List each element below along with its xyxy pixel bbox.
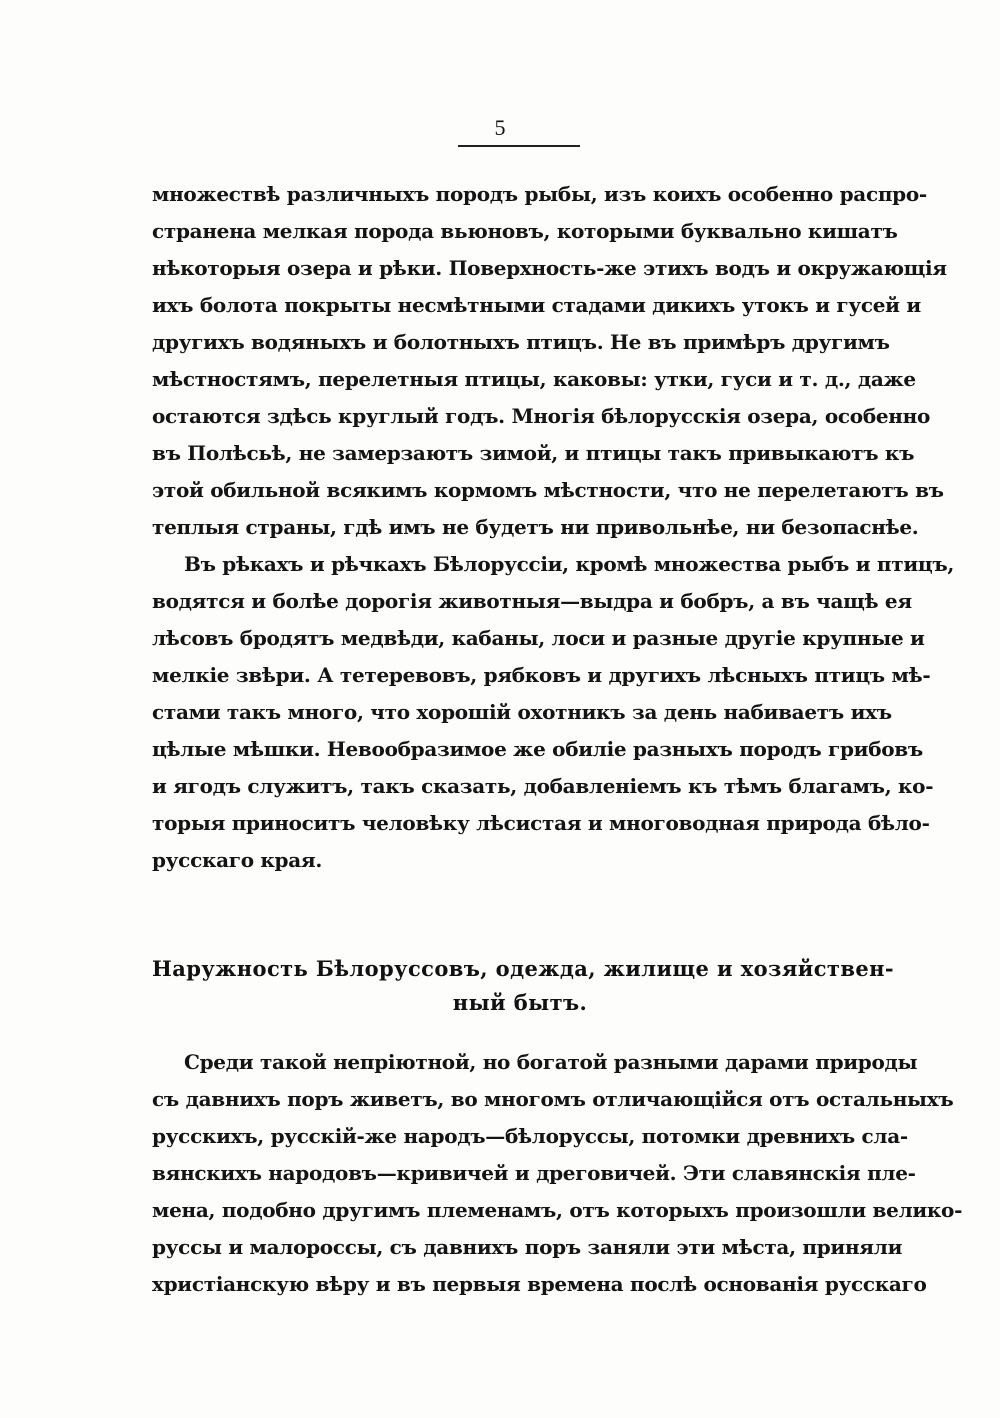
text-line: странена мелкая порода вьюновъ, которыми буквально кишатъ (152, 219, 898, 243)
text-line: христіанскую вѣру и въ первыя времена послѣ основанія русскаго (152, 1272, 927, 1296)
text-line: торыя приноситъ человѣку лѣсистая и многоводная природа бѣло- (152, 811, 930, 835)
paragraph-belarusians-origin (152, 1044, 963, 1303)
text-line: теплыя страны, гдѣ имъ не будетъ ни привольнѣе, ни безопаснѣе. (152, 515, 919, 539)
text-line: цѣлые мѣшки. Невообразимое же обиліе разныхъ породъ грибовъ (152, 737, 923, 761)
text-line: остаются здѣсь круглый годъ. Многія бѣлорусскія озера, особенно (152, 404, 930, 428)
text-line: съ давнихъ поръ живетъ, во многомъ отличающійся отъ остальныхъ (152, 1087, 954, 1111)
text-line: мена, подобно другимъ племенамъ, отъ которыхъ произошли велико- (152, 1198, 963, 1222)
text-line: другихъ водяныхъ и болотныхъ птицъ. Не въ примѣръ другимъ (152, 330, 890, 354)
text-line: водятся и болѣе дорогія животныя—выдра и бобръ, а въ чащѣ ея (152, 589, 912, 613)
paragraph-forest-animals (152, 546, 955, 879)
text-line: вянскихъ народовъ—кривичей и дреговичей. Эти славянскія пле- (152, 1161, 916, 1185)
text-line: этой обильной всякимъ кормомъ мѣстности, что не перелетаютъ въ (152, 478, 944, 502)
text-line: мелкіе звѣри. А тетеревовъ, рябковъ и другихъ лѣсныхъ птицъ мѣ- (152, 663, 931, 687)
text-line: въ Полѣсьѣ, не замерзаютъ зимой, и птицы такъ привыкаютъ къ (152, 441, 915, 465)
heading-line: Наружность Бѣлоруссовъ, одежда, жилище и хозяйствен- (152, 956, 894, 981)
text-line: стами такъ много, что хорошій охотникъ за день набиваетъ ихъ (152, 700, 892, 724)
section-heading (152, 952, 894, 1020)
page-number-rule (458, 145, 580, 147)
page-number: 5 (494, 115, 506, 140)
paragraph-birds-and-fish (152, 176, 947, 546)
text-line: Въ рѣкахъ и рѣчкахъ Бѣлоруссіи, кромѣ множества рыбъ и птицъ, (184, 552, 955, 576)
text-line: лѣсовъ бродятъ медвѣди, кабаны, лоси и разные другіе крупные и (152, 626, 925, 650)
heading-line: ный бытъ. (452, 990, 588, 1015)
text-line: и ягодъ служитъ, такъ сказать, добавленіемъ къ тѣмъ благамъ, ко- (152, 774, 934, 798)
text-line: множествѣ различныхъ породъ рыбы, изъ коихъ особенно распро- (152, 182, 927, 206)
text-line: мѣстностямъ, перелетныя птицы, каковы: утки, гуси и т. д., даже (152, 367, 916, 391)
text-line: русскихъ, русскій-же народъ—бѣлоруссы, потомки древнихъ сла- (152, 1124, 908, 1148)
text-line: ихъ болота покрыты несмѣтными стадами дикихъ утокъ и гусей и (152, 293, 921, 317)
text-line: нѣкоторыя озера и рѣки. Поверхность-же этихъ водъ и окружающія (152, 256, 947, 280)
text-line: руссы и малороссы, съ давнихъ поръ заняли эти мѣста, приняли (152, 1235, 903, 1259)
text-line: Среди такой непріютной, но богатой разными дарами природы (184, 1050, 918, 1074)
text-line: русскаго края. (152, 848, 323, 872)
